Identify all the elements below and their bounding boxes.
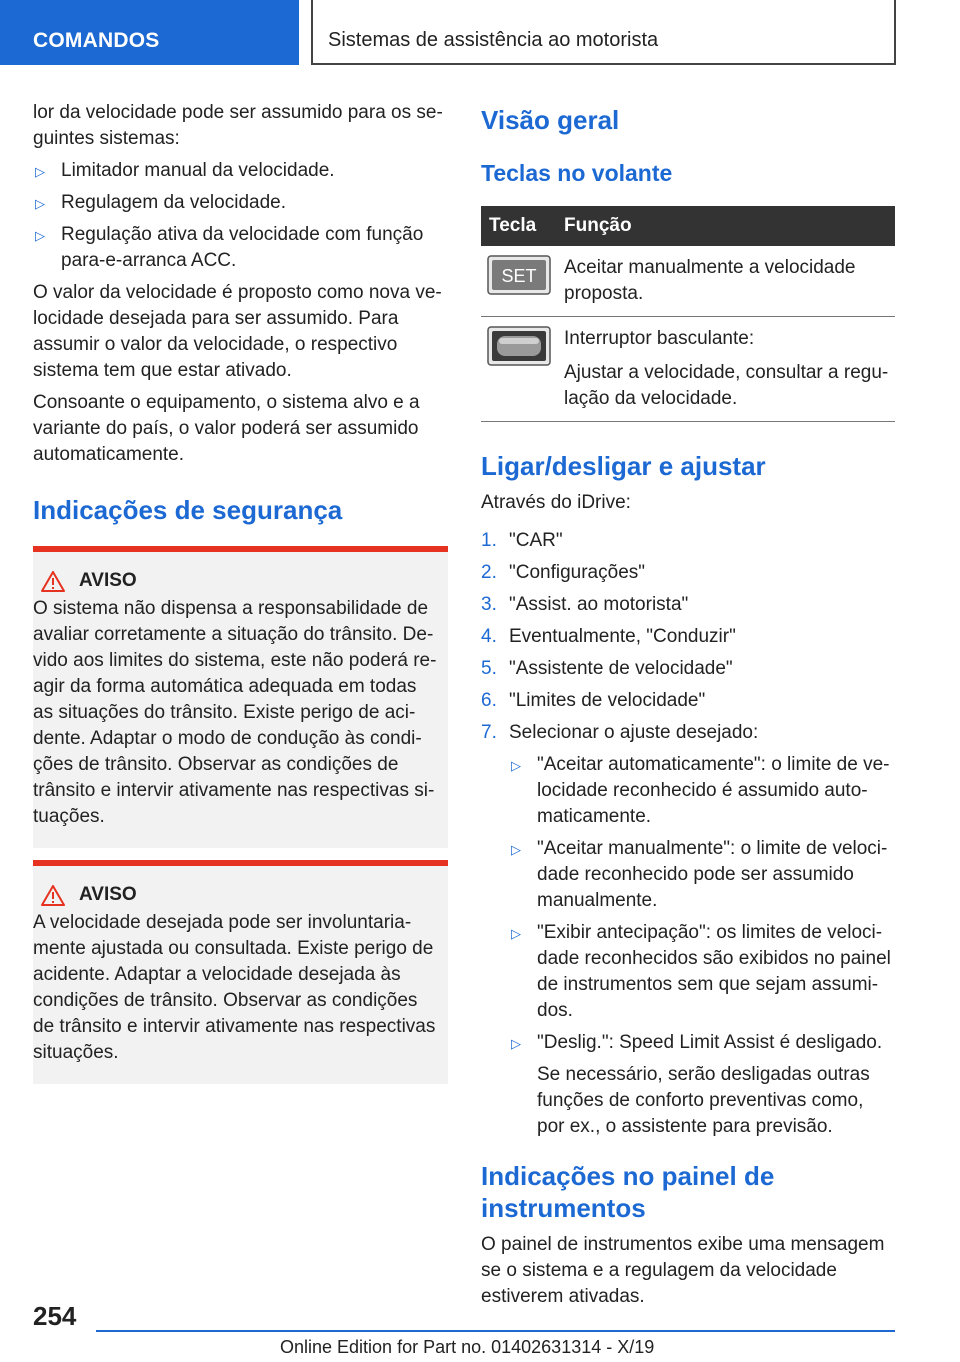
safety-heading: Indicações de segurança bbox=[33, 495, 343, 525]
warning-box bbox=[33, 546, 448, 848]
list-item: ▷ "Exibir antecipação": os limites de velocidade reconhecidos são exibidos no painel de instrumentos sem que sejam assumidos. bbox=[511, 922, 891, 1021]
keys-table bbox=[481, 206, 895, 422]
triangle-bullet-icon: ▷ bbox=[511, 926, 521, 941]
warning-text: O sistema não dispensa a responsabilidade de avaliar corretamente a situação do trânsito. Devido aos limites do sistema, este não poderá reagir da forma automática adequada em todas as situações do trânsito. Existe perigo de acidente. Adaptar o modo de condução às condições de trânsito. Observar as condições de trânsito e intervir ativamente nas respectivas situações. bbox=[33, 598, 437, 827]
chapter-title: Sistemas de assistência ao motorista bbox=[328, 29, 659, 51]
list-item: 1. "CAR" bbox=[481, 530, 563, 551]
list-item: ▷ "Aceitar automaticamente": o limite de velocidade reconhecido é assumido automaticamente. bbox=[511, 754, 890, 827]
function-cell: Interruptor basculante: Ajustar a velocidade, consultar a regulação da velocidade. bbox=[564, 317, 895, 422]
list-item: 4. Eventualmente, "Conduzir" bbox=[481, 626, 736, 647]
option-list bbox=[509, 752, 895, 1140]
table-row bbox=[481, 317, 895, 422]
warning-box bbox=[33, 860, 448, 1084]
warning-text: A velocidade desejada pode ser involuntariamente ajustada ou consultada. Existe perigo de acidente. Adaptar a velocidade desejada às condições de trânsito. Observar as condições de trânsito e intervir ativamente nas respectivas situações. bbox=[33, 912, 436, 1063]
cluster-heading: Indicações no painel de instrumentos bbox=[481, 1161, 775, 1223]
svg-text:SET: SET bbox=[501, 266, 537, 286]
steps-list bbox=[481, 528, 895, 1140]
footer-edition: Online Edition for Part no. 01402631314 - X/19 bbox=[280, 1337, 655, 1357]
rocker-switch-icon bbox=[487, 326, 551, 366]
page-number: 254 bbox=[33, 1301, 77, 1331]
triangle-bullet-icon: ▷ bbox=[35, 196, 45, 211]
paragraph: Consoante o equipamento, o sistema alvo e a variante do país, o valor poderá ser assumido automaticamente. bbox=[33, 392, 420, 465]
key-cell bbox=[481, 246, 564, 317]
triangle-bullet-icon: ▷ bbox=[511, 1036, 521, 1051]
section-tab bbox=[0, 0, 299, 65]
warning-triangle-icon bbox=[41, 885, 65, 906]
cluster-text: O painel de instrumentos exibe uma mensagem se o sistema e a regulagem da velocidade estiverem ativadas. bbox=[481, 1234, 885, 1307]
list-item: ▷ "Deslig.": Speed Limit Assist é desligado. Se necessário, serão desligadas outras funções de conforto preventivas como, por ex., o assistente para previsão. bbox=[509, 1030, 895, 1140]
set-button-icon bbox=[487, 255, 551, 295]
keys-heading: Teclas no volante bbox=[481, 160, 673, 186]
onoff-heading: Ligar/desligar e ajustar bbox=[481, 451, 766, 481]
intro-list bbox=[33, 158, 448, 274]
function-cell: Aceitar manualmente a velocidade proposta. bbox=[564, 246, 895, 317]
intro-text: lor da velocidade pode ser assumido para os seguintes sistemas: bbox=[33, 102, 443, 149]
warning-triangle-icon bbox=[41, 571, 65, 592]
table-row bbox=[481, 246, 895, 317]
list-item: ▷ Regulagem da velocidade. bbox=[33, 190, 448, 216]
list-item: ▷ Regulação ativa da velocidade com função para-e-arranca ACC. bbox=[35, 224, 424, 271]
paragraph: O valor da velocidade é proposto como nova velocidade desejada para ser assumido. Para assumir o valor da velocidade, o respectivo sistema tem que estar ativado. bbox=[33, 282, 442, 381]
list-item: ▷ "Aceitar manualmente": o limite de velocidade reconhecido pode ser assumido manualmente. bbox=[511, 838, 888, 911]
warning-title: AVISO bbox=[33, 884, 448, 906]
list-item: ▷ Limitador manual da velocidade. bbox=[33, 158, 448, 184]
column-header-function: Função bbox=[564, 206, 895, 246]
footer-divider bbox=[96, 1330, 895, 1332]
list-item: 6. "Limites de velocidade" bbox=[481, 690, 706, 711]
list-item: 5. "Assistente de velocidade" bbox=[481, 658, 733, 679]
triangle-bullet-icon: ▷ bbox=[35, 228, 45, 243]
chapter-header bbox=[311, 0, 896, 65]
warning-title: AVISO bbox=[33, 570, 448, 592]
triangle-bullet-icon: ▷ bbox=[35, 164, 45, 179]
table-header-row bbox=[481, 206, 895, 246]
triangle-bullet-icon: ▷ bbox=[511, 842, 521, 857]
section-title: COMANDOS bbox=[33, 29, 160, 52]
option-note: Se necessário, serão desligadas outras funções de conforto preventivas como, por ex., o assistente para previsão. bbox=[537, 1064, 870, 1137]
list-item: 2. "Configurações" bbox=[481, 562, 646, 583]
right-column bbox=[481, 100, 895, 1310]
left-column bbox=[33, 100, 448, 1084]
column-header-key: Tecla bbox=[481, 206, 564, 246]
overview-heading: Visão geral bbox=[481, 105, 620, 135]
key-cell bbox=[481, 317, 564, 422]
triangle-bullet-icon: ▷ bbox=[511, 758, 521, 773]
list-item: 7. Selecionar o ajuste desejado: ▷ "Aceitar automaticamente": o limite de velocidade reconhecido é assumido automaticamente. ▷ "Aceitar manualmente": o limite de velocidade reconhecido pode ser assumido manualmente. ▷ "Exibir antecipação": os limites de velocidade reconhecidos são exibidos no painel de instrumentos sem que sejam assumidos. ▷ "Deslig.": Speed Limit Assist é desligado. Se necessário, serão desligadas outras funções de conforto preventivas como, por ex., o assistente para previsão. bbox=[481, 720, 895, 1140]
list-item: 3. "Assist. ao motorista" bbox=[481, 594, 689, 615]
via-text: Através do iDrive: bbox=[481, 492, 631, 513]
